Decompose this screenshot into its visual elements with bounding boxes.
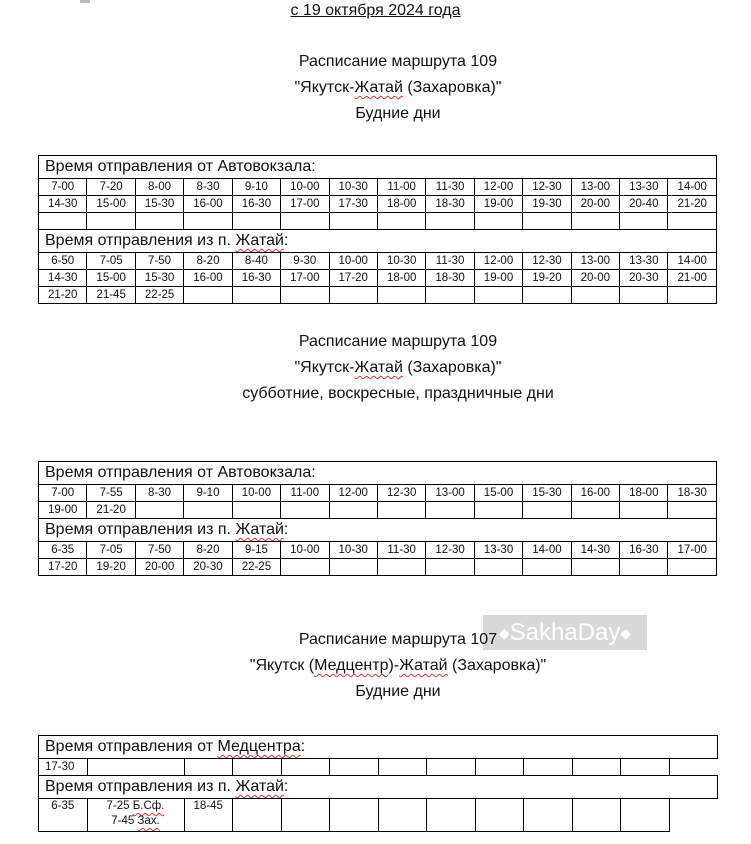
empty-cell (184, 213, 232, 230)
departure-time: 10-00 (281, 542, 329, 559)
empty-cell (572, 759, 621, 776)
departure-time: 7-20 (87, 179, 135, 196)
empty-cell (281, 559, 329, 576)
empty-cell (474, 287, 522, 304)
departure-time: 7-05 (87, 542, 135, 559)
departure-time: 14-30 (39, 196, 87, 213)
empty-cell (620, 287, 668, 304)
table-row (39, 759, 718, 776)
departure-time: 18-30 (426, 270, 474, 287)
departure-time: 7-00 (39, 179, 87, 196)
departure-time: 10-00 (232, 485, 280, 502)
departure-time: 15-00 (87, 270, 135, 287)
empty-cell (523, 287, 571, 304)
departure-time: 12-30 (377, 485, 425, 502)
day-type: Будние дни (355, 683, 441, 700)
departure-time: 16-30 (620, 542, 668, 559)
route-name: "Якутск-Жатай (Захаровка)" (294, 359, 502, 376)
departure-time: 13-00 (571, 179, 619, 196)
departure-time: 18-00 (377, 270, 425, 287)
departure-time: 17-30 (39, 759, 88, 776)
departure-time: 9-10 (184, 485, 232, 502)
empty-cell (572, 799, 621, 832)
empty-cell (233, 759, 282, 776)
route-107-weekday-title (0, 627, 751, 705)
empty-cell (281, 799, 330, 832)
table-row (39, 485, 717, 502)
from-bus-station-header: Время отправления от Автовокзала: (39, 156, 717, 179)
empty-cell (39, 213, 87, 230)
empty-cell (184, 502, 232, 519)
departure-time: 12-00 (474, 179, 522, 196)
empty-cell (427, 759, 476, 776)
departure-time: 12-00 (474, 253, 522, 270)
empty-cell (87, 759, 184, 776)
departure-time: 7-50 (135, 253, 183, 270)
empty-cell (474, 213, 522, 230)
departure-time: 20-30 (620, 270, 668, 287)
empty-cell (621, 759, 670, 776)
departure-time: 18-00 (377, 196, 425, 213)
route-109-weekend-table (38, 461, 717, 576)
departure-time: 19-00 (474, 196, 522, 213)
departure-time: 14-00 (523, 542, 571, 559)
empty-cell (571, 287, 619, 304)
departure-time: 10-00 (281, 179, 329, 196)
empty-cell (475, 799, 524, 832)
schedule-title: Расписание маршрута 109 (298, 333, 498, 350)
table-row (39, 542, 717, 559)
empty-cell (184, 759, 233, 776)
departure-time: 12-30 (426, 542, 474, 559)
departure-time: 21-45 (87, 287, 135, 304)
empty-cell (571, 213, 619, 230)
departure-time: 8-30 (184, 179, 232, 196)
empty-cell (668, 559, 717, 576)
departure-time: 13-30 (474, 542, 522, 559)
departure-time: 18-45 (184, 799, 233, 832)
departure-time: 10-30 (377, 253, 425, 270)
departure-time: 19-00 (39, 502, 87, 519)
departure-time: 9-15 (232, 542, 280, 559)
table-row (39, 196, 717, 213)
schedule-title: Расписание маршрута 107 (298, 631, 498, 648)
empty-cell (523, 502, 571, 519)
departure-time: 22-25 (135, 287, 183, 304)
route-109-weekday-table (38, 155, 717, 304)
departure-time: 13-30 (620, 253, 668, 270)
empty-cell (377, 502, 425, 519)
departure-time: 6-35 (39, 542, 87, 559)
table-row (39, 559, 717, 576)
empty-cell (475, 759, 524, 776)
departure-time: 19-30 (523, 196, 571, 213)
departure-time: 21-20 (87, 502, 135, 519)
from-medcenter-header: Время отправления от Медцентра: (39, 736, 718, 759)
departure-time: 19-20 (87, 559, 135, 576)
empty-cell (378, 759, 427, 776)
from-bus-station-header: Время отправления от Автовокзала: (39, 462, 717, 485)
departure-time: 8-20 (184, 542, 232, 559)
empty-cell (232, 213, 280, 230)
from-zhatay-header: Время отправления из п. Жатай: (39, 776, 718, 799)
departure-time: 7-50 (135, 542, 183, 559)
empty-cell (329, 213, 377, 230)
empty-cell (571, 559, 619, 576)
departure-time: 17-00 (668, 542, 717, 559)
departure-time: 20-30 (184, 559, 232, 576)
departure-time: 11-30 (377, 542, 425, 559)
departure-time: 21-20 (39, 287, 87, 304)
departure-time: 12-00 (329, 485, 377, 502)
departure-time: 14-00 (668, 253, 717, 270)
departure-time: 8-30 (135, 485, 183, 502)
departure-time: 11-00 (377, 179, 425, 196)
departure-time: 18-30 (426, 196, 474, 213)
departure-time: 15-00 (474, 485, 522, 502)
empty-cell (621, 799, 670, 832)
departure-time: 22-25 (232, 559, 280, 576)
empty-cell (523, 559, 571, 576)
empty-cell (426, 502, 474, 519)
empty-cell (426, 559, 474, 576)
departure-time: 12-30 (523, 253, 571, 270)
departure-time: 13-00 (426, 485, 474, 502)
table-header-row (39, 519, 717, 542)
empty-cell (377, 213, 425, 230)
empty-cell (668, 213, 717, 230)
empty-cell (620, 213, 668, 230)
table-header-row (39, 776, 718, 799)
departure-time: 20-00 (571, 196, 619, 213)
from-zhatay-header: Время отправления из п. Жатай: (39, 519, 717, 542)
table-row (39, 270, 717, 287)
departure-time: 18-00 (620, 485, 668, 502)
empty-cell (377, 559, 425, 576)
empty-cell (668, 287, 717, 304)
table-row (39, 799, 718, 832)
departure-time: 14-00 (668, 179, 717, 196)
empty-cell (330, 759, 379, 776)
table-header-row (39, 230, 717, 253)
empty-cell (135, 213, 183, 230)
departure-time: 7-00 (39, 485, 87, 502)
empty-cell (427, 799, 476, 832)
empty-cell (620, 502, 668, 519)
empty-cell (524, 759, 573, 776)
empty-cell (232, 287, 280, 304)
empty-cell (474, 502, 522, 519)
departure-time: 19-20 (523, 270, 571, 287)
empty-cell (524, 799, 573, 832)
empty-cell (378, 799, 427, 832)
departure-time: 18-30 (668, 485, 717, 502)
departure-time: 17-00 (281, 270, 329, 287)
departure-time: 12-30 (523, 179, 571, 196)
empty-cell (329, 287, 377, 304)
departure-time: 14-30 (571, 542, 619, 559)
empty-cell (135, 502, 183, 519)
table-row (39, 213, 717, 230)
departure-time: 6-50 (39, 253, 87, 270)
route-109-weekday-title (0, 49, 751, 127)
departure-time: 20-00 (135, 559, 183, 576)
empty-cell (232, 502, 280, 519)
departure-time: 13-30 (620, 179, 668, 196)
departure-time: 16-30 (232, 196, 280, 213)
departure-time: 9-10 (232, 179, 280, 196)
departure-time-split: 7-25 Б.Сф. 7-45 Зах. (87, 799, 184, 832)
table-header-row (39, 736, 718, 759)
departure-time: 10-30 (329, 542, 377, 559)
empty-cell (281, 759, 330, 776)
table-header-row (39, 462, 717, 485)
departure-time: 19-00 (474, 270, 522, 287)
departure-time: 6-35 (39, 799, 88, 832)
departure-time: 16-00 (184, 270, 232, 287)
departure-time: 10-30 (329, 179, 377, 196)
departure-time: 21-20 (668, 196, 717, 213)
departure-time: 20-40 (620, 196, 668, 213)
departure-time: 15-30 (135, 196, 183, 213)
empty-cell (330, 799, 379, 832)
from-zhatay-header: Время отправления из п. Жатай: (39, 230, 717, 253)
departure-time: 17-20 (39, 559, 87, 576)
empty-cell (377, 287, 425, 304)
departure-time: 17-20 (329, 270, 377, 287)
departure-time: 8-40 (232, 253, 280, 270)
empty-cell (87, 213, 135, 230)
departure-time: 17-00 (281, 196, 329, 213)
empty-cell (668, 502, 717, 519)
sakhaday-watermark: ◆SakhaDay◆ (483, 615, 647, 650)
departure-time: 16-00 (571, 485, 619, 502)
departure-time: 10-00 (329, 253, 377, 270)
empty-cell (426, 287, 474, 304)
departure-time: 8-20 (184, 253, 232, 270)
table-row (39, 179, 717, 196)
departure-time: 9-30 (281, 253, 329, 270)
empty-cell (474, 559, 522, 576)
route-107-weekday-table (38, 735, 718, 832)
empty-cell (620, 559, 668, 576)
empty-cell (571, 502, 619, 519)
table-row (39, 502, 717, 519)
departure-time: 16-00 (184, 196, 232, 213)
empty-cell (426, 213, 474, 230)
route-name: "Якутск-Жатай (Захаровка)" (294, 79, 502, 96)
empty-cell (329, 559, 377, 576)
table-row (39, 253, 717, 270)
table-row (39, 287, 717, 304)
departure-time: 8-00 (135, 179, 183, 196)
departure-time: 11-30 (426, 253, 474, 270)
departure-time: 15-30 (135, 270, 183, 287)
empty-cell (184, 287, 232, 304)
empty-cell (233, 799, 282, 832)
departure-time: 7-55 (87, 485, 135, 502)
departure-time: 11-30 (426, 179, 474, 196)
table-header-row (39, 156, 717, 179)
departure-time: 13-00 (571, 253, 619, 270)
empty-cell (281, 213, 329, 230)
effective-date: с 19 октября 2024 года (290, 2, 461, 19)
day-type: субботние, воскресные, праздничные дни (242, 385, 554, 402)
day-type: Будние дни (355, 105, 441, 122)
departure-time: 17-30 (329, 196, 377, 213)
departure-time: 11-00 (281, 485, 329, 502)
empty-cell (329, 502, 377, 519)
route-name: "Якутск (Медцентр)-Жатай (Захаровка)" (249, 657, 547, 674)
schedule-title: Расписание маршрута 109 (298, 53, 498, 70)
departure-time: 20-00 (571, 270, 619, 287)
departure-time: 14-30 (39, 270, 87, 287)
departure-time: 21-00 (668, 270, 717, 287)
route-109-weekend-title (0, 329, 751, 407)
empty-cell (523, 213, 571, 230)
departure-time: 15-00 (87, 196, 135, 213)
empty-cell (281, 287, 329, 304)
empty-cell (281, 502, 329, 519)
departure-time: 16-30 (232, 270, 280, 287)
departure-time: 7-05 (87, 253, 135, 270)
departure-time: 15-30 (523, 485, 571, 502)
